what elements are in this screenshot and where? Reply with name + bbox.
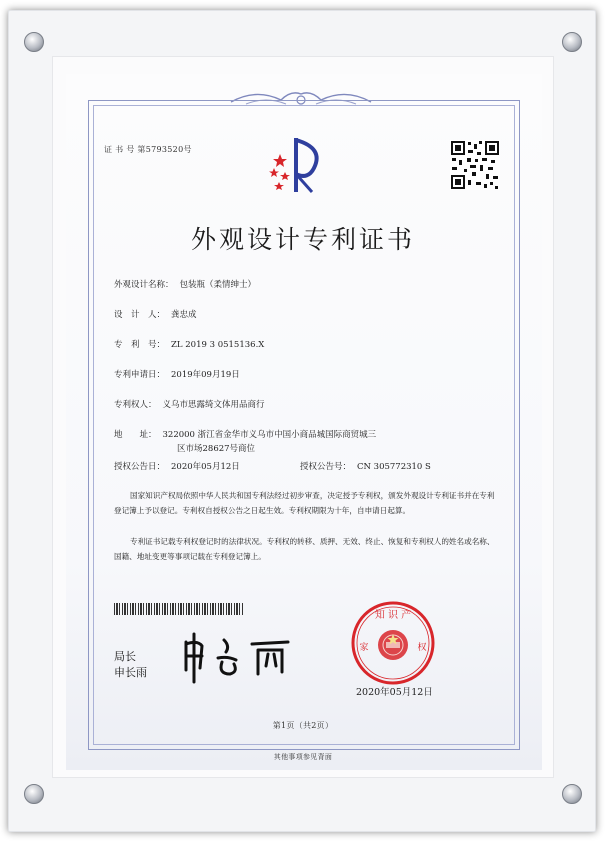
certificate-number: 证 书 号 第5793520号 <box>104 145 192 154</box>
qr-code-icon <box>450 140 500 190</box>
field-label: 地 址： <box>114 430 157 440</box>
field-patentee <box>114 398 265 410</box>
field-label: 专利申请日： <box>114 370 166 380</box>
field-value: 2019年09月19日 <box>171 370 240 380</box>
screw-top-right-icon <box>562 32 582 52</box>
svg-text:权: 权 <box>417 643 427 653</box>
field-design-name <box>114 278 256 290</box>
certificate-title: 外观设计专利证书 <box>190 225 415 254</box>
field-designer <box>114 308 197 320</box>
cnipa-logo-icon <box>266 134 328 196</box>
field-announce-date <box>114 460 240 472</box>
barcode-icon <box>114 603 244 615</box>
handwritten-signature <box>178 628 308 684</box>
screw-bottom-right-icon <box>562 784 582 804</box>
field-value: 包装瓶（柔情绅士） <box>179 280 257 290</box>
address-line-1: 322000 浙江省金华市义乌市中国小商品城国际商贸城三 <box>162 430 377 440</box>
signatory-name: 申长雨 <box>114 666 147 679</box>
field-label: 授权公告号： <box>300 462 352 472</box>
field-label: 授权公告日： <box>114 462 166 472</box>
field-label: 专利权人： <box>114 400 157 410</box>
field-label: 专 利 号： <box>114 340 166 350</box>
signatory-role: 局长 <box>114 650 136 663</box>
field-label: 设 计 人： <box>114 310 166 320</box>
footer-note: 其他事项参见背面 <box>273 753 333 761</box>
screw-top-left-icon <box>24 32 44 52</box>
certificate-paragraph-2: 专利证书记载专利权登记时的法律状况。专利权的转移、质押、无效、终止、恢复和专利权人的姓名或名称、国籍、地址变更等事项记载在专利登记簿上。 <box>114 537 495 561</box>
field-address <box>114 428 376 440</box>
field-application-date <box>114 368 240 380</box>
address-line-2: 区市场28627号商位 <box>177 444 256 454</box>
field-label: 外观设计名称： <box>114 280 174 290</box>
seal-date: 2020年05月12日 <box>356 687 433 698</box>
svg-text:家: 家 <box>359 643 369 653</box>
screw-bottom-left-icon <box>24 784 44 804</box>
official-seal-icon <box>350 600 436 686</box>
field-value: CN 305772310 S <box>357 462 431 472</box>
field-value: 龚忠成 <box>171 310 197 320</box>
field-value: ZL 2019 3 0515136.X <box>171 340 265 350</box>
field-announce-number <box>300 460 431 472</box>
svg-text:知 识 产: 知 识 产 <box>374 610 412 621</box>
certificate-paragraph-1: 国家知识产权局依照中华人民共和国专利法经过初步审查，决定授予专利权，颁发外观设计专利证书并在专利登记簿上予以登记。专利权自授权公告之日起生效。专利权期限为十年，自申请日起算。 <box>114 491 495 515</box>
field-value: 2020年05月12日 <box>171 462 240 472</box>
field-value: 义乌市思露绮文体用品商行 <box>162 400 265 410</box>
page-indicator: 第1页（共2页） <box>272 721 334 730</box>
field-patent-number <box>114 338 264 350</box>
